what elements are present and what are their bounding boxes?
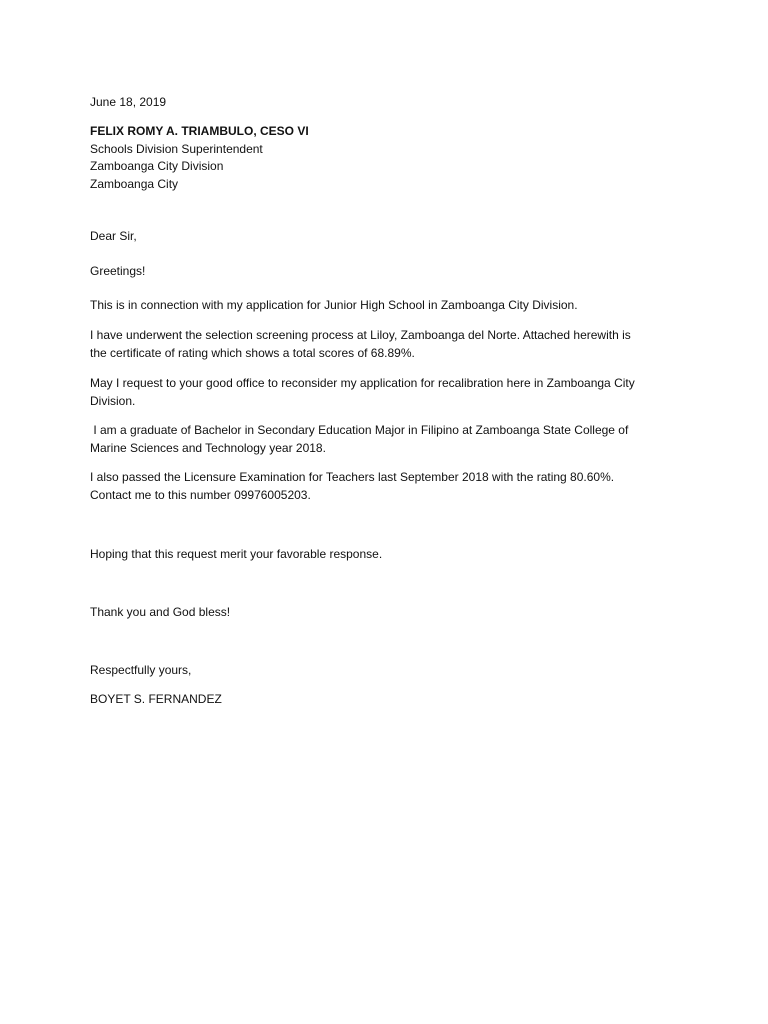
closing: Respectfully yours, <box>90 663 192 677</box>
paragraph-4-line-1: I am a graduate of Bachelor in Secondary Education Major in Filipino at Zamboanga State College of <box>90 423 629 437</box>
paragraph-3-line-2: Division. <box>90 394 136 408</box>
signature-name: BOYET S. FERNANDEZ <box>90 692 222 706</box>
paragraph-4-line-2: Marine Sciences and Technology year 2018. <box>90 441 326 455</box>
recipient-division: Zamboanga City Division <box>90 159 224 173</box>
paragraph-1: This is in connection with my application for Junior High School in Zamboanga City Division. <box>90 298 578 312</box>
salutation: Dear Sir, <box>90 229 137 243</box>
letter-date: June 18, 2019 <box>90 95 167 109</box>
paragraph-7: Thank you and God bless! <box>90 605 231 619</box>
paragraph-6: Hoping that this request merit your favorable response. <box>90 547 383 561</box>
recipient-name: FELIX ROMY A. TRIAMBULO, CESO VI <box>90 124 309 138</box>
paragraph-2-line-1: I have underwent the selection screening process at Liloy, Zamboanga del Norte. Attached herewith is <box>90 328 631 342</box>
paragraph-2-line-2: the certificate of rating which shows a total scores of 68.89%. <box>90 346 415 360</box>
paragraph-5-line-2: Contact me to this number 09976005203. <box>90 488 311 502</box>
recipient-city: Zamboanga City <box>90 177 179 191</box>
greeting: Greetings! <box>90 264 146 278</box>
paragraph-5-line-1: I also passed the Licensure Examination for Teachers last September 2018 with the rating 80.60%. <box>90 470 615 484</box>
paragraph-3-line-1: May I request to your good office to reconsider my application for recalibration here in Zamboanga City <box>90 376 635 390</box>
recipient-title: Schools Division Superintendent <box>90 142 263 156</box>
